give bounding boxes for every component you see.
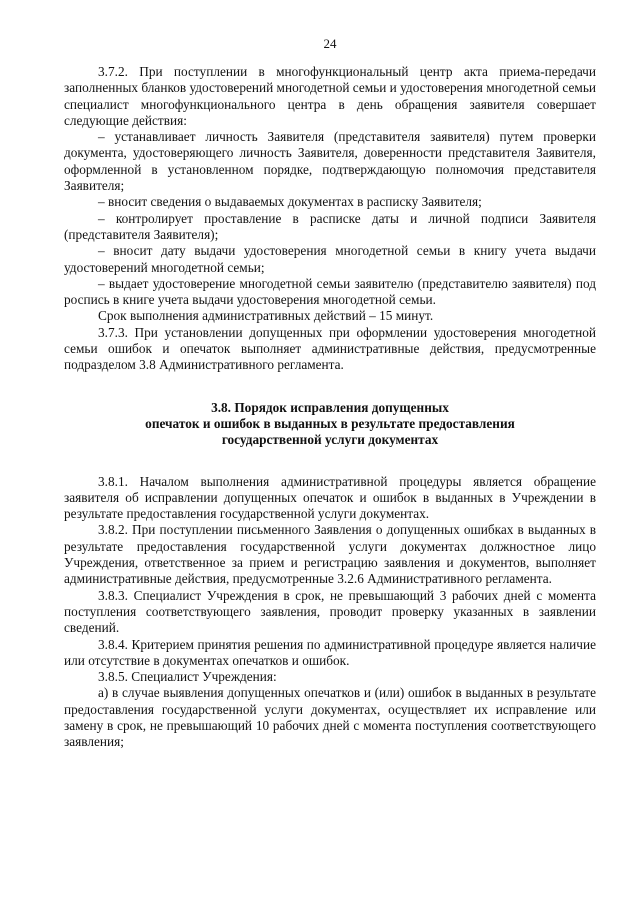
section-heading-3-8 xyxy=(64,400,596,449)
list-item-record-documents: – вносит сведения о выдаваемых документах в расписку Заявителя; xyxy=(98,194,482,210)
paragraph-time-limit: Срок выполнения административных действий – 15 минут. xyxy=(98,308,434,324)
paragraph-3-8-3: 3.8.3. Специалист Учреждения в срок, не превышающий 3 рабочих дней с момента поступления соответствующего заявления, проводит проверку указанных в заявлении сведений. xyxy=(64,587,596,636)
paragraph-3-7-3: 3.7.3. При установлении допущенных при оформлении удостоверения многодетной семьи ошибок и опечаток выполняет административные действия, предусмотренные подразделом 3.8 Административного регламента. xyxy=(64,324,596,373)
section-3-7-continued xyxy=(64,64,596,374)
heading-line-2: опечаток и ошибок в выданных в результате предоставления xyxy=(145,415,515,431)
list-item-record-issue-date: – вносит дату выдачи удостоверения многодетной семьи в книгу учета выдачи удостоверений многодетной семьи; xyxy=(64,243,596,275)
section-3-8 xyxy=(64,474,596,751)
list-item-control-signature: – контролирует проставление в расписке даты и личной подписи Заявителя (представителя Заявителя); xyxy=(64,210,596,242)
heading-line-1: 3.8. Порядок исправления допущенных xyxy=(211,399,449,415)
heading-line-3: государственной услуги документах xyxy=(221,432,439,448)
paragraph-3-8-5-a: а) в случае выявления допущенных опечатков и (или) ошибок в выданных в результате предоставления государственной услуги документах, осуществляет их исправление или замену в срок, не превышающий 10 рабочих дней с момента поступления соответствующего заявления; xyxy=(64,685,596,750)
list-item-issue-certificate: – выдает удостоверение многодетной семьи заявителю (представителю заявителя) под роспись в книге учета выдачи удостоверения многодетной семьи. xyxy=(64,275,596,308)
page-number: 24 xyxy=(323,36,337,51)
paragraph-3-8-4: 3.8.4. Критерием принятия решения по административной процедуре является наличие или отсутствие в документах опечатков и ошибок. xyxy=(64,636,596,668)
paragraph-3-8-1: 3.8.1. Началом выполнения административной процедуры является обращение заявителя об исправлении допущенных опечаток и ошибок в выданных в Учреждении в результате предоставления государственной услуги документах. xyxy=(64,473,596,522)
paragraph-3-8-5: 3.8.5. Специалист Учреждения: xyxy=(98,669,277,685)
paragraph-3-8-2: 3.8.2. При поступлении письменного Заявления о допущенных ошибках в выданных в результате предоставления государственной услуги документах должностное лицо Учреждения, ответственное за прием и регистрацию заявления и документов, выполняет административные действия, предусмотренные 3.2.6 Административного регламента. xyxy=(64,522,596,587)
paragraph-3-7-2: 3.7.2. При поступлении в многофункциональный центр акта приема-передачи заполненных бланков удостоверений многодетной семьи и удостоверения многодетной семьи специалист многофункционального центра в день обращения заявителя совершает следующие действия: xyxy=(64,64,596,128)
list-item-identify-applicant: – устанавливает личность Заявителя (представителя заявителя) путем проверки документа, удостоверяющего личность Заявителя, доверенности представителя Заявителя, оформленной в установленном порядке, подтверждающую полномочия представителя Заявителя; xyxy=(64,129,596,194)
